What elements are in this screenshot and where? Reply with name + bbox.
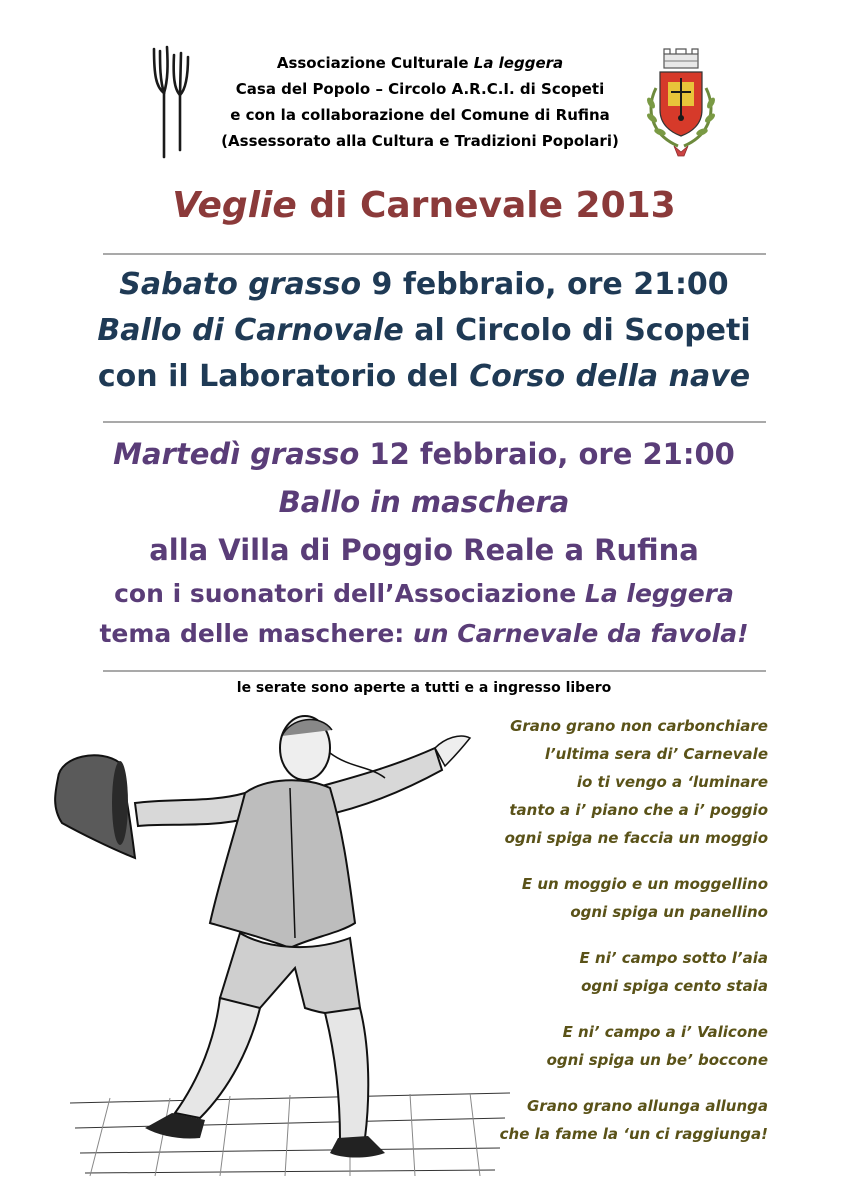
poem-line: ogni spiga un panellino — [570, 903, 768, 921]
organizer-block — [215, 50, 625, 154]
event-saturday — [0, 262, 848, 400]
event-tuesday — [0, 430, 848, 654]
poem-stanza — [470, 870, 768, 926]
poem-line: ogni spiga un be’ boccone — [546, 1051, 768, 1069]
poem-stanza — [470, 1018, 768, 1074]
event-saturday-title: Ballo di Carnovale al Circolo di Scopeti — [97, 313, 751, 348]
poem-line: Grano grano non carbonchiare — [510, 717, 768, 735]
poem-stanza — [470, 944, 768, 1000]
organizer-line-4: (Assessorato alla Cultura e Tradizioni Popolari) — [221, 132, 619, 150]
event-tuesday-title: Ballo in maschera — [278, 485, 570, 519]
poem-line: E ni’ campo a i’ Valicone — [562, 1023, 768, 1041]
event-tuesday-location: alla Villa di Poggio Reale a Rufina — [149, 533, 699, 567]
municipal-crest-icon — [640, 48, 722, 163]
poem-line: E un moggio e un moggellino — [521, 875, 768, 893]
free-entry-note: le serate sono aperte a tutti e a ingresso libero — [236, 680, 612, 696]
poem-line: ogni spiga ne faccia un moggio — [504, 829, 768, 847]
masked-dancer-illustration-icon — [50, 708, 520, 1178]
poem-line: E ni’ campo sotto l’aia — [579, 949, 768, 967]
event-tuesday-theme: tema delle maschere: un Carnevale da favola! — [99, 619, 749, 648]
event-saturday-date: Sabato grasso 9 febbraio, ore 21:00 — [119, 267, 729, 302]
divider — [103, 421, 766, 423]
event-tuesday-date: Martedì grasso 12 febbraio, ore 21:00 — [113, 437, 735, 471]
poem-line: l’ultima sera di’ Carnevale — [544, 745, 768, 763]
poem — [470, 712, 768, 1166]
organizer-line-3: e con la collaborazione del Comune di Rufina — [230, 106, 610, 124]
divider — [103, 670, 766, 672]
organizer-line-2: Casa del Popolo – Circolo A.R.C.I. di Scopeti — [235, 80, 605, 98]
poem-line: che la fame la ‘un ci raggiunga! — [499, 1125, 768, 1143]
event-saturday-detail: con il Laboratorio del Corso della nave — [97, 359, 751, 394]
organizer-line-1: Associazione Culturale La leggera — [276, 54, 564, 72]
poem-line: Grano grano allunga allunga — [527, 1097, 768, 1115]
page-title: Veglie di Carnevale 2013 — [172, 185, 676, 226]
poem-line: ogni spiga cento staia — [581, 977, 768, 995]
poem-line: io ti vengo a ‘luminare — [576, 773, 768, 791]
poem-line: tanto a i’ piano che a i’ poggio — [509, 801, 768, 819]
event-tuesday-musicians: con i suonatori dell’Associazione La leggera — [114, 579, 734, 608]
pitchfork-logo-icon — [150, 45, 198, 160]
poem-stanza — [470, 712, 768, 852]
divider — [103, 253, 766, 255]
poem-stanza — [470, 1092, 768, 1148]
